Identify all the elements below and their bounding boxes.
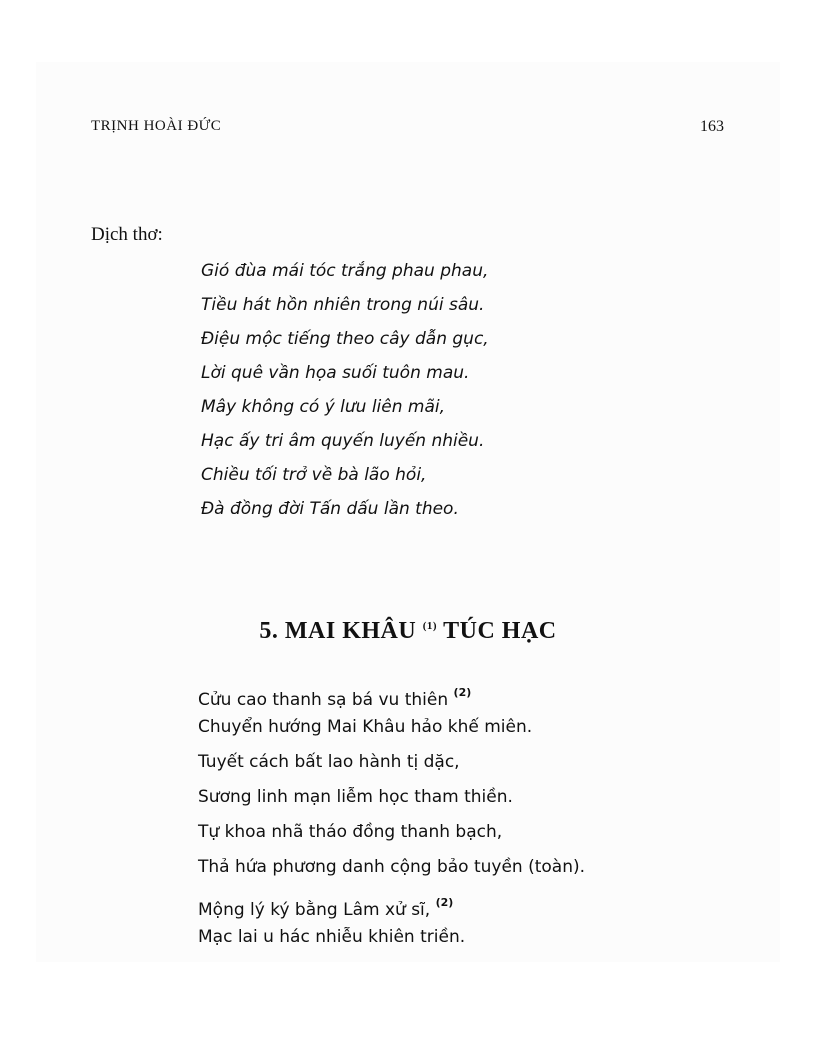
- translation-line: Điệu mộc tiếng theo cây dẫn gục,: [201, 329, 489, 349]
- translation-verse: [201, 254, 489, 526]
- footnote-marker: (1): [422, 620, 438, 632]
- footnote-marker: (2): [435, 896, 454, 909]
- translation-line: Hạc ấy tri âm quyến luyến nhiều.: [201, 431, 485, 451]
- poem-verse: [198, 675, 585, 955]
- poem-line-text: Mộng lý ký bằng Lâm xử sĩ,: [198, 900, 431, 920]
- poem-line: [198, 675, 585, 710]
- translation-label: Dịch thơ:: [91, 224, 163, 245]
- poem-line: Tự khoa nhã tháo đồng thanh bạch,: [198, 822, 503, 842]
- page-number: 163: [700, 118, 724, 135]
- poem-line-text: Cửu cao thanh sạ bá vu thiên: [198, 690, 449, 710]
- footnote-marker: (2): [453, 686, 472, 699]
- poem-title-rest: TÚC HẠC: [443, 618, 557, 644]
- running-head: TRỊNH HOÀI ĐỨC: [91, 118, 222, 134]
- poem-line: Sương linh mạn liễm học tham thiền.: [198, 787, 513, 807]
- translation-line: Đà đồng đời Tấn dấu lần theo.: [201, 499, 459, 519]
- poem-line: Thả hứa phương danh cộng bảo tuyền (toàn).: [198, 857, 586, 877]
- translation-line: Chiều tối trở về bà lão hỏi,: [201, 465, 427, 485]
- poem-title: [0, 618, 816, 645]
- poem-line: Chuyển hướng Mai Khâu hảo khế miên.: [198, 717, 533, 737]
- poem-line: [198, 885, 585, 920]
- poem-title-main: 5. MAI KHÂU: [259, 618, 417, 644]
- translation-line: Lời quê vần họa suối tuôn mau.: [201, 363, 470, 383]
- translation-line: Gió đùa mái tóc trắng phau phau,: [201, 261, 489, 281]
- poem-line: Tuyết cách bất lao hành tị dặc,: [198, 752, 460, 772]
- translation-line: Tiều hát hồn nhiên trong núi sâu.: [201, 295, 485, 315]
- translation-line: Mây không có ý lưu liên mãi,: [201, 397, 446, 417]
- poem-line: Mạc lai u hác nhiễu khiên triền.: [198, 927, 466, 947]
